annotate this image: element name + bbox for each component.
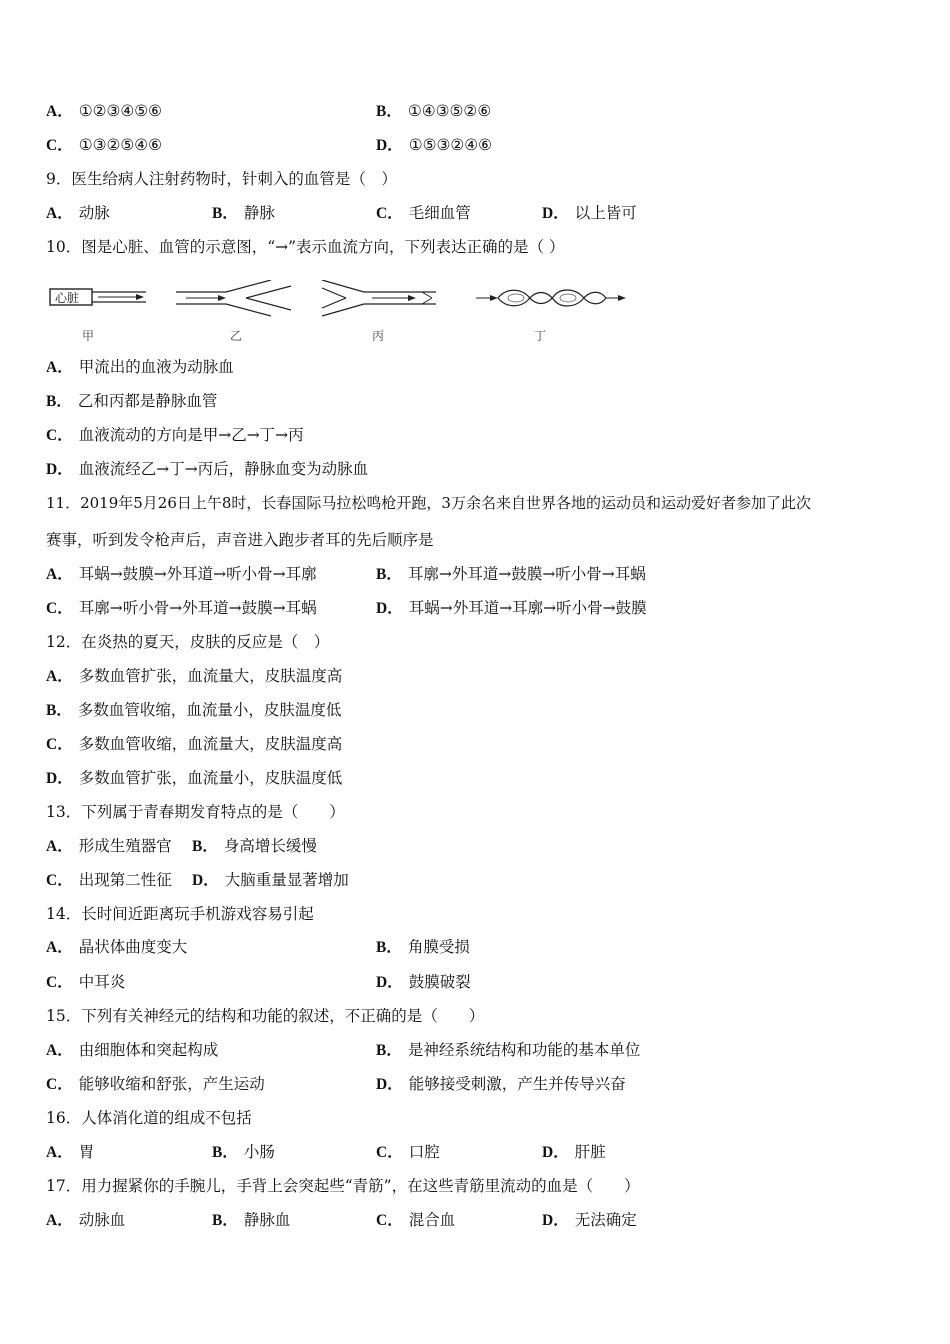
arrow-icon (408, 295, 416, 301)
heart-label: 心脏 (55, 291, 80, 305)
q16-option-a[interactable]: A． 胃 (46, 1143, 95, 1161)
q14-option-a[interactable]: A． 晶状体曲度变大 (46, 938, 188, 956)
arrow-icon (618, 295, 626, 301)
q15-option-a[interactable]: A． 由细胞体和突起构成 (46, 1041, 219, 1059)
figure-yi (176, 280, 291, 343)
q12-option-d[interactable]: D． 多数血管扩张，血流量小，皮肤温度低 (46, 769, 343, 787)
heart-vessel-diagram (46, 280, 646, 350)
q16-option-b[interactable]: B． 小肠 (212, 1143, 275, 1161)
q12-option-b[interactable]: B． 多数血管收缩，血流量小，皮肤温度低 (46, 701, 342, 719)
q17-option-a[interactable]: A． 动脉血 (46, 1211, 126, 1229)
q8-option-d[interactable]: D． ①⑤③②④⑥ (376, 136, 493, 154)
q14-option-b[interactable]: B． 角膜受损 (376, 938, 470, 956)
q15-option-b[interactable]: B． 是神经系统结构和功能的基本单位 (376, 1041, 641, 1059)
q14-option-d[interactable]: D． 鼓膜破裂 (376, 973, 471, 991)
q10-option-d[interactable]: D． 血液流经乙→丁→丙后，静脉血变为动脉血 (46, 460, 369, 478)
q11-stem-line1: 11．2019年5月26日上午8时，长春国际马拉松鸣枪开跑，3万余名来自世界各地的运动员和运动爱好者参加了此次 (46, 494, 811, 512)
q8-option-a[interactable]: A． ①②③④⑤⑥ (46, 102, 163, 120)
caption-jia: 甲 (82, 329, 95, 343)
q12-option-a[interactable]: A． 多数血管扩张，血流量大，皮肤温度高 (46, 667, 343, 685)
caption-ding: 丁 (534, 329, 547, 343)
heart-vessel-svg (46, 280, 646, 350)
q10-option-a[interactable]: A． 甲流出的血液为动脉血 (46, 358, 234, 376)
q13-option-d[interactable]: D． 大脑重量显著增加 (192, 871, 349, 889)
q11-option-b[interactable]: B． 耳廓→外耳道→鼓膜→听小骨→耳蜗 (376, 565, 646, 583)
caption-bing: 丙 (372, 329, 385, 343)
q17-option-d[interactable]: D． 无法确定 (542, 1211, 637, 1229)
arrow-icon (136, 294, 144, 300)
q11-stem-line2: 赛事，听到发令枪声后，声音进入跑步者耳的先后顺序是 (46, 531, 434, 549)
figure-ding (476, 290, 626, 343)
q10-option-c[interactable]: C． 血液流动的方向是甲→乙→丁→丙 (46, 426, 304, 444)
q16-option-c[interactable]: C． 口腔 (376, 1143, 440, 1161)
q15-stem: 15．下列有关神经元的结构和功能的叙述，不正确的是（ ） (46, 1007, 485, 1025)
arrow-icon (490, 295, 498, 301)
q12-option-c[interactable]: C． 多数血管收缩，血流量大，皮肤温度高 (46, 735, 343, 753)
q13-stem: 13．下列属于青春期发育特点的是（ ） (46, 803, 345, 821)
q9-option-d[interactable]: D． 以上皆可 (542, 204, 637, 222)
q11-option-c[interactable]: C． 耳廓→听小骨→外耳道→鼓膜→耳蜗 (46, 599, 317, 617)
q13-option-c[interactable]: C． 出现第二性征 (46, 871, 172, 889)
q11-option-a[interactable]: A． 耳蜗→鼓膜→外耳道→听小骨→耳廓 (46, 565, 317, 583)
arrow-icon (218, 295, 226, 301)
q9-option-b[interactable]: B． 静脉 (212, 204, 275, 222)
q16-stem: 16．人体消化道的组成不包括 (46, 1109, 252, 1127)
q13-option-a[interactable]: A． 形成生殖器官 (46, 837, 172, 855)
q15-option-d[interactable]: D． 能够接受刺激，产生并传导兴奋 (376, 1075, 626, 1093)
q9-stem: 9．医生给病人注射药物时，针刺入的血管是（ ） (46, 170, 397, 188)
q10-stem: 10．图是心脏、血管的示意图，“→”表示血流方向，下列表达正确的是（ ） (46, 238, 565, 256)
q14-stem: 14．长时间近距离玩手机游戏容易引起 (46, 905, 314, 923)
q14-option-c[interactable]: C． 中耳炎 (46, 973, 126, 991)
q16-option-d[interactable]: D． 肝脏 (542, 1143, 606, 1161)
q15-option-c[interactable]: C． 能够收缩和舒张，产生运动 (46, 1075, 265, 1093)
q17-option-c[interactable]: C． 混合血 (376, 1211, 456, 1229)
q8-option-b[interactable]: B． ①④③⑤②⑥ (376, 102, 492, 120)
q9-option-c[interactable]: C． 毛细血管 (376, 204, 471, 222)
q8-option-c[interactable]: C． ①③②⑤④⑥ (46, 136, 163, 154)
q10-option-b[interactable]: B． 乙和丙都是静脉血管 (46, 392, 218, 410)
q17-option-b[interactable]: B． 静脉血 (212, 1211, 291, 1229)
q9-option-a[interactable]: A． 动脉 (46, 204, 110, 222)
q13-option-b[interactable]: B． 身高增长缓慢 (192, 837, 317, 855)
figure-jia (50, 289, 146, 343)
q17-stem: 17．用力握紧你的手腕儿，手背上会突起些“青筋”，在这些青筋里流动的血是（ ） (46, 1177, 640, 1195)
figure-bing (322, 280, 436, 343)
q12-stem: 12．在炎热的夏天，皮肤的反应是（ ） (46, 633, 330, 651)
caption-yi: 乙 (230, 329, 243, 343)
q11-option-d[interactable]: D． 耳蜗→外耳道→耳廓→听小骨→鼓膜 (376, 599, 647, 617)
